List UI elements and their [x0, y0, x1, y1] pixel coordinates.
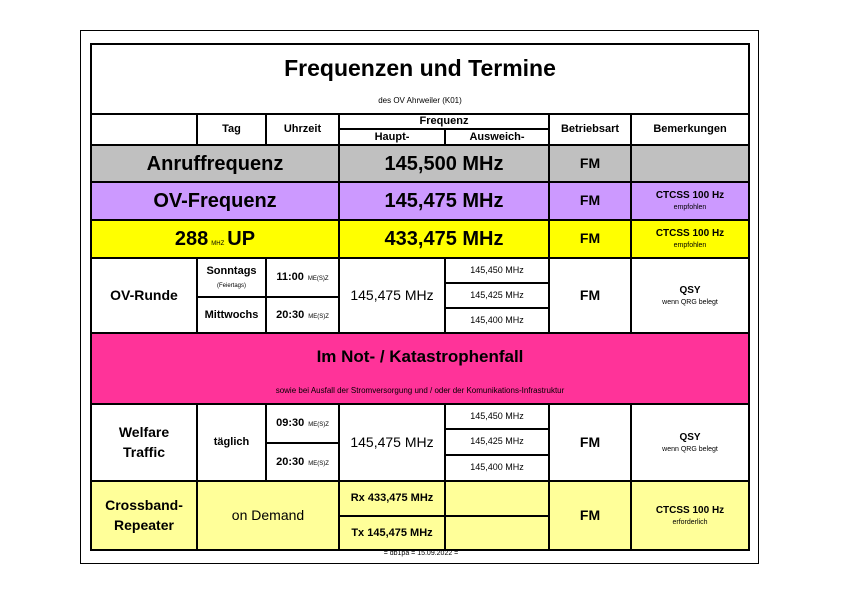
crossband-tx: Tx 145,475 MHz — [338, 515, 446, 551]
runde-alt-3: 145,400 MHz — [444, 307, 550, 334]
ov-label: OV-Frequenz — [90, 181, 340, 221]
anruf-note — [630, 144, 750, 183]
header-tag: Tag — [196, 113, 267, 146]
crossband-label — [90, 480, 198, 551]
notfall-sub: sowie bei Ausfall der Stromversorgung und / oder der Komunikations-Infrastruktur — [275, 385, 565, 395]
page-subtitle: des OV Ahrweiler (K01) — [378, 96, 462, 106]
welfare-time2-text: 20:30 — [276, 455, 305, 468]
relais-label-up: UP — [227, 228, 256, 250]
crossband-note-text: CTCSS 100 Hz — [655, 504, 725, 516]
runde-alt-2: 145,425 MHz — [444, 282, 550, 309]
crossband-rx: Rx 433,475 MHz — [338, 480, 446, 517]
footer-credit: = db1pa = 15.09.2022 = — [383, 550, 459, 557]
title-box — [90, 43, 750, 115]
runde-day1 — [196, 257, 267, 298]
relais-label-num: 288 — [174, 228, 209, 250]
ov-mode: FM — [548, 181, 632, 221]
crossband-note-sub: erforderlich — [672, 518, 708, 526]
relais-freq: 433,475 MHz — [338, 219, 550, 259]
notfall-banner — [90, 332, 750, 405]
runde-time2-tz: ME(S)Z — [308, 313, 329, 320]
anruf-label: Anruffrequenz — [90, 144, 340, 183]
welfare-time2-tz: ME(S)Z — [308, 460, 329, 467]
welfare-time2 — [265, 442, 340, 482]
anruf-mode: FM — [548, 144, 632, 183]
runde-day1-sub: (Feiertags) — [216, 283, 246, 290]
runde-note-text: QSY — [679, 284, 701, 296]
welfare-freq: 145,475 MHz — [338, 403, 446, 482]
welfare-label-2: Traffic — [122, 443, 165, 460]
runde-label: OV-Runde — [90, 257, 198, 334]
welfare-mode: FM — [548, 403, 632, 482]
runde-time2-text: 20:30 — [276, 308, 305, 321]
ov-note-text: CTCSS 100 Hz — [655, 190, 725, 202]
runde-note — [630, 257, 750, 334]
relais-note — [630, 219, 750, 259]
welfare-time1 — [265, 403, 340, 444]
header-betriebsart: Betriebsart — [548, 113, 632, 146]
runde-time2 — [265, 296, 340, 334]
relais-label — [90, 219, 340, 259]
welfare-day: täglich — [196, 403, 267, 482]
crossband-day: on Demand — [196, 480, 340, 551]
crossband-alt-2 — [444, 515, 550, 551]
relais-label-unit: MHZ — [211, 241, 225, 247]
header-bemerkungen: Bemerkungen — [630, 113, 750, 146]
welfare-time1-tz: ME(S)Z — [308, 422, 329, 429]
runde-day1-text: Sonntags — [206, 265, 257, 278]
welfare-time1-text: 09:30 — [276, 417, 305, 430]
header-ausweich: Ausweich- — [444, 128, 550, 146]
runde-mode: FM — [548, 257, 632, 334]
runde-time1-tz: ME(S)Z — [307, 276, 329, 283]
header-haupt: Haupt- — [338, 128, 446, 146]
runde-time1-text: 11:00 — [276, 271, 304, 284]
runde-day2: Mittwochs — [196, 296, 267, 334]
crossband-mode: FM — [548, 480, 632, 551]
ov-freq: 145,475 MHz — [338, 181, 550, 221]
welfare-alt-3: 145,400 MHz — [444, 454, 550, 482]
crossband-label-1: Crossband- — [105, 497, 183, 514]
runde-note-sub: wenn QRG belegt — [662, 298, 718, 306]
ov-note-sub: empfohlen — [673, 204, 707, 212]
relais-note-text: CTCSS 100 Hz — [655, 228, 725, 240]
anruf-freq: 145,500 MHz — [338, 144, 550, 183]
welfare-note-text: QSY — [679, 431, 701, 443]
welfare-label-1: Welfare — [118, 424, 170, 441]
ov-note — [630, 181, 750, 221]
header-uhrzeit: Uhrzeit — [265, 113, 340, 146]
welfare-note — [630, 403, 750, 482]
relais-mode: FM — [548, 219, 632, 259]
header-blank — [90, 113, 198, 146]
welfare-alt-1: 145,450 MHz — [444, 403, 550, 430]
runde-freq: 145,475 MHz — [338, 257, 446, 334]
runde-time1 — [265, 257, 340, 298]
crossband-note — [630, 480, 750, 551]
crossband-label-2: Repeater — [114, 516, 174, 533]
runde-alt-1: 145,450 MHz — [444, 257, 550, 284]
welfare-label — [90, 403, 198, 482]
welfare-alt-2: 145,425 MHz — [444, 428, 550, 456]
crossband-alt-1 — [444, 480, 550, 517]
notfall-title: Im Not- / Katastrophenfall — [316, 347, 524, 366]
welfare-note-sub: wenn QRG belegt — [662, 445, 718, 453]
header-frequenz: Frequenz — [338, 113, 550, 130]
relais-note-sub: empfohlen — [673, 242, 707, 250]
page-title: Frequenzen und Termine — [284, 55, 556, 81]
